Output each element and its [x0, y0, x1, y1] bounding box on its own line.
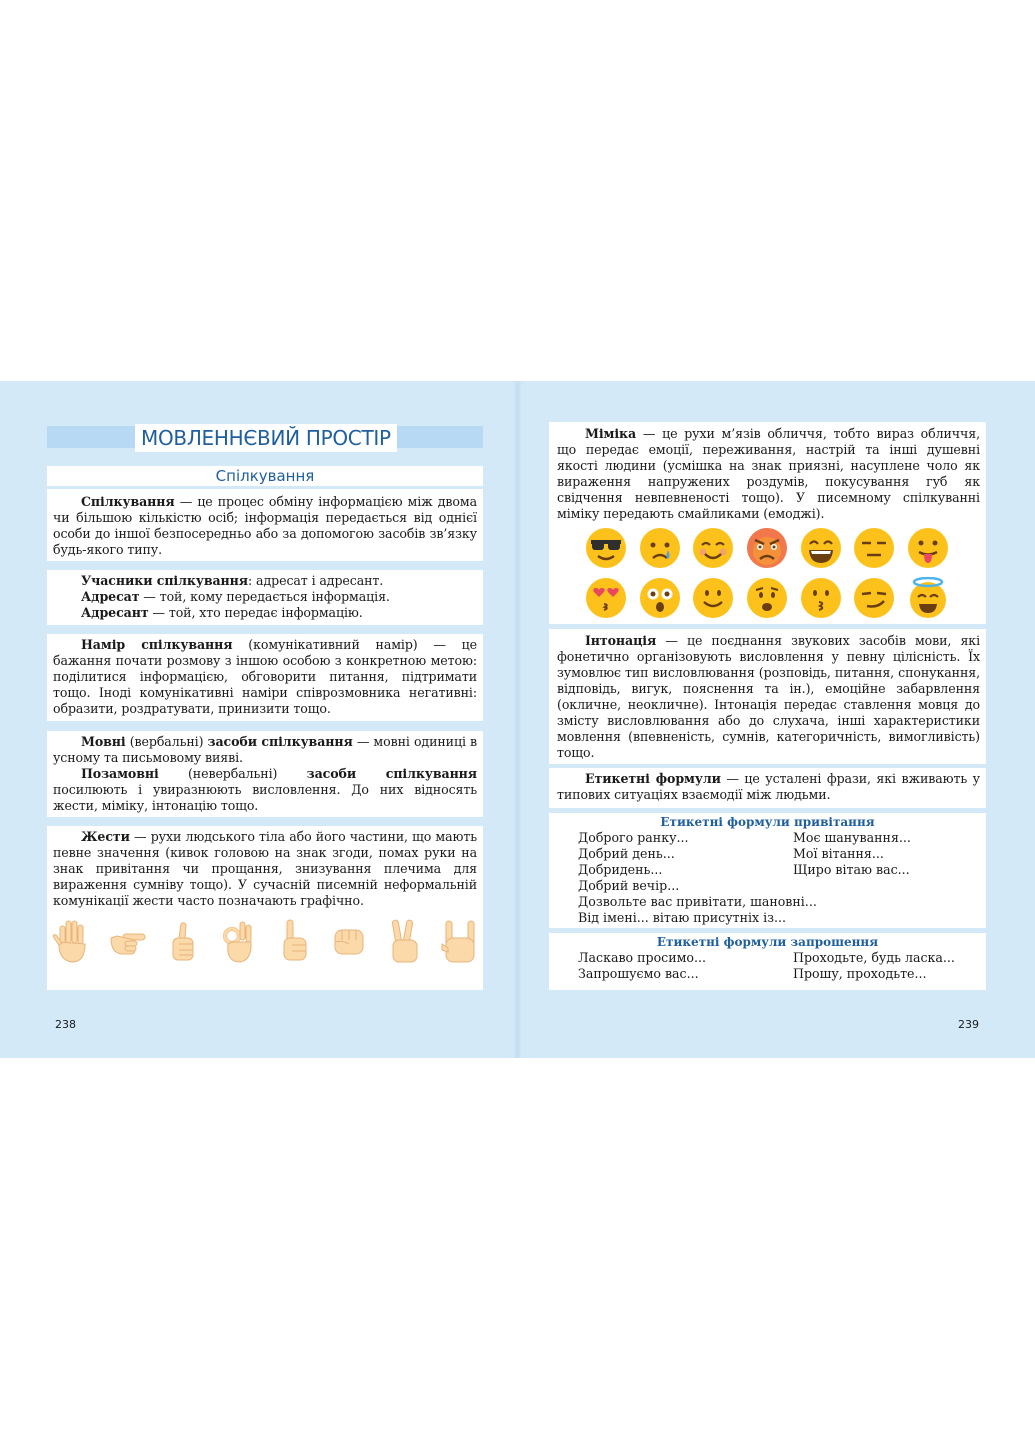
list-item: Запрошуємо вас... [578, 966, 699, 981]
term: засоби спілкування [207, 734, 353, 749]
list-item: Мої вітання... [793, 846, 884, 861]
definition-text: — це рухи м’язів обличчя, тобто вираз обличчя, що передає емоції, переживання, настрій та інші душевні якості людини (усмішка на знак приязні, насуплене чоло як вираження напружених роздумів, покусування губ як свідчення невпевненості тощо). У писемному спілкуванні міміку передають смайликами (емоджі). [557, 426, 980, 521]
list-item: Ласкаво просимо... [578, 950, 706, 965]
definition-text: — мовні одиниці в усному та письмовому вияві. [53, 734, 477, 765]
grinning-face-icon [800, 527, 842, 569]
definition-text: — це процес обміну інформацією між двома чи більшою кількістю осіб; інформація передається від однієї особи до іншої безпосередньо або за допомогою засобів зв’язку будь-якого типу. [53, 494, 477, 557]
thumbs-up-icon [163, 918, 203, 964]
gesture-icons [52, 918, 480, 964]
page-title: МОВЛЕННЄВИЙ ПРОСТІР [135, 424, 397, 452]
list-item: Проходьте, будь ласка... [793, 950, 955, 965]
crying-face-icon [639, 527, 681, 569]
tongue-face-icon [907, 527, 949, 569]
definition-text: (невербальні) [158, 766, 307, 781]
worried-face-icon [746, 577, 788, 619]
emoji-row-2 [585, 577, 949, 619]
definition-intention [47, 634, 483, 721]
invitations-heading: Етикетні формули запрошення [656, 935, 879, 949]
term: Міміка [585, 426, 637, 441]
halo-face-icon [907, 577, 949, 619]
term: Намір спілкування [81, 637, 233, 652]
term: Адресат [81, 589, 140, 604]
definition-text: — це поєднання звукових засобів мови, які фонетично організовують висловлення у певну цілісність. Їх зумовлює тип висловлювання (розповідь, питання, спонукання, відповідь, вигук, пояснення та ін.), емоційне забарвлення (окличне, неокличне). Інтонація передає ставлення мовця до змісту висловлювання або до слухача, інші характеристики мовлення (впевненість, сумнів, категоричність, вимогливість) тощо. [557, 633, 980, 760]
ok-hand-icon [218, 918, 258, 964]
section-subtitle: Спілкування [47, 466, 483, 486]
page-number-right: 239 [958, 1018, 979, 1031]
term: Інтонація [585, 633, 657, 648]
smiling-face-icon [692, 577, 734, 619]
definition-etiquette [549, 768, 986, 808]
fist-icon [329, 918, 369, 964]
index-up-icon [274, 918, 314, 964]
term: Мовні [81, 734, 126, 749]
open-palm-icon [52, 918, 92, 964]
page-number-left: 238 [55, 1018, 76, 1031]
greetings-list [578, 830, 980, 926]
list-item: Прошу, проходьте... [793, 966, 927, 981]
definition-means [47, 731, 483, 817]
list-item: Дозвольте вас привітати, шановні... [578, 894, 817, 909]
invitations-list [578, 950, 980, 982]
smirking-face-icon [853, 577, 895, 619]
list-item: Доброго ранку... [578, 830, 689, 845]
term: Адресант [81, 605, 149, 620]
list-item: Моє шанування... [793, 830, 911, 845]
heart-eyes-kiss-icon [585, 577, 627, 619]
definition-communication [47, 489, 483, 561]
emoji-row-1 [585, 527, 949, 569]
astonished-face-icon [639, 577, 681, 619]
definition-text: (комунікативний намір) — це бажання почати розмову з іншою особою з конкретною метою: поділитися інформацією, обговорити питання, підтримати тощо. Іноді комунікативні наміри співрозмовника негативні: образити, роздратувати, принизити тощо. [53, 637, 477, 716]
list-item: Добридень... [578, 862, 663, 877]
definition-text: — той, хто передає інформацію. [148, 605, 363, 620]
greetings-heading: Етикетні формули привітання [660, 815, 875, 829]
definition-text: — це усталені фрази, які вживають у типових ситуаціях взаємодії між людьми. [557, 771, 980, 802]
term: засоби спілкування [306, 766, 478, 781]
term: Позамовні [81, 766, 159, 781]
sunglasses-face-icon [585, 527, 627, 569]
angry-face-icon [746, 527, 788, 569]
definition-gestures [47, 826, 483, 990]
invitations-box [549, 933, 986, 990]
list-item: Щиро вітаю вас... [793, 862, 910, 877]
pointing-hand-icon [107, 918, 147, 964]
definition-text: — рухи людського тіла або його частини, що мають певне значення (кивок головою на знак згоди, помах руки на знак привітання чи прощання, знизування плечима для вираження сумніву тощо). У сучасній писемній неформальній комунікації жести часто позначають графічно. [53, 829, 477, 908]
neutral-face-icon [853, 527, 895, 569]
definition-text: (вербальні) [125, 734, 208, 749]
list-item: Від імені... вітаю присутніх із... [578, 910, 787, 925]
kissing-face-icon [800, 577, 842, 619]
list-item: Добрий вечір... [578, 878, 680, 893]
definition-text: посилюють і увиразнюють висловлення. До них відносять жести, міміку, інтонацію тощо. [53, 782, 477, 813]
definition-text: : адресат і адресант. [248, 573, 384, 588]
blushing-face-icon [692, 527, 734, 569]
definition-text: — той, кому передається інформація. [139, 589, 390, 604]
term: Жести [81, 829, 130, 844]
list-item: Добрий день... [578, 846, 675, 861]
term: Учасники спілкування [81, 573, 249, 588]
definition-intonation [549, 629, 986, 764]
book-gutter [513, 381, 522, 1058]
definition-participants [47, 570, 483, 625]
rock-hand-icon [440, 918, 480, 964]
term: Спілкування [81, 494, 175, 509]
greetings-box [549, 813, 986, 928]
victory-hand-icon [385, 918, 425, 964]
term: Етикетні формули [585, 771, 721, 786]
